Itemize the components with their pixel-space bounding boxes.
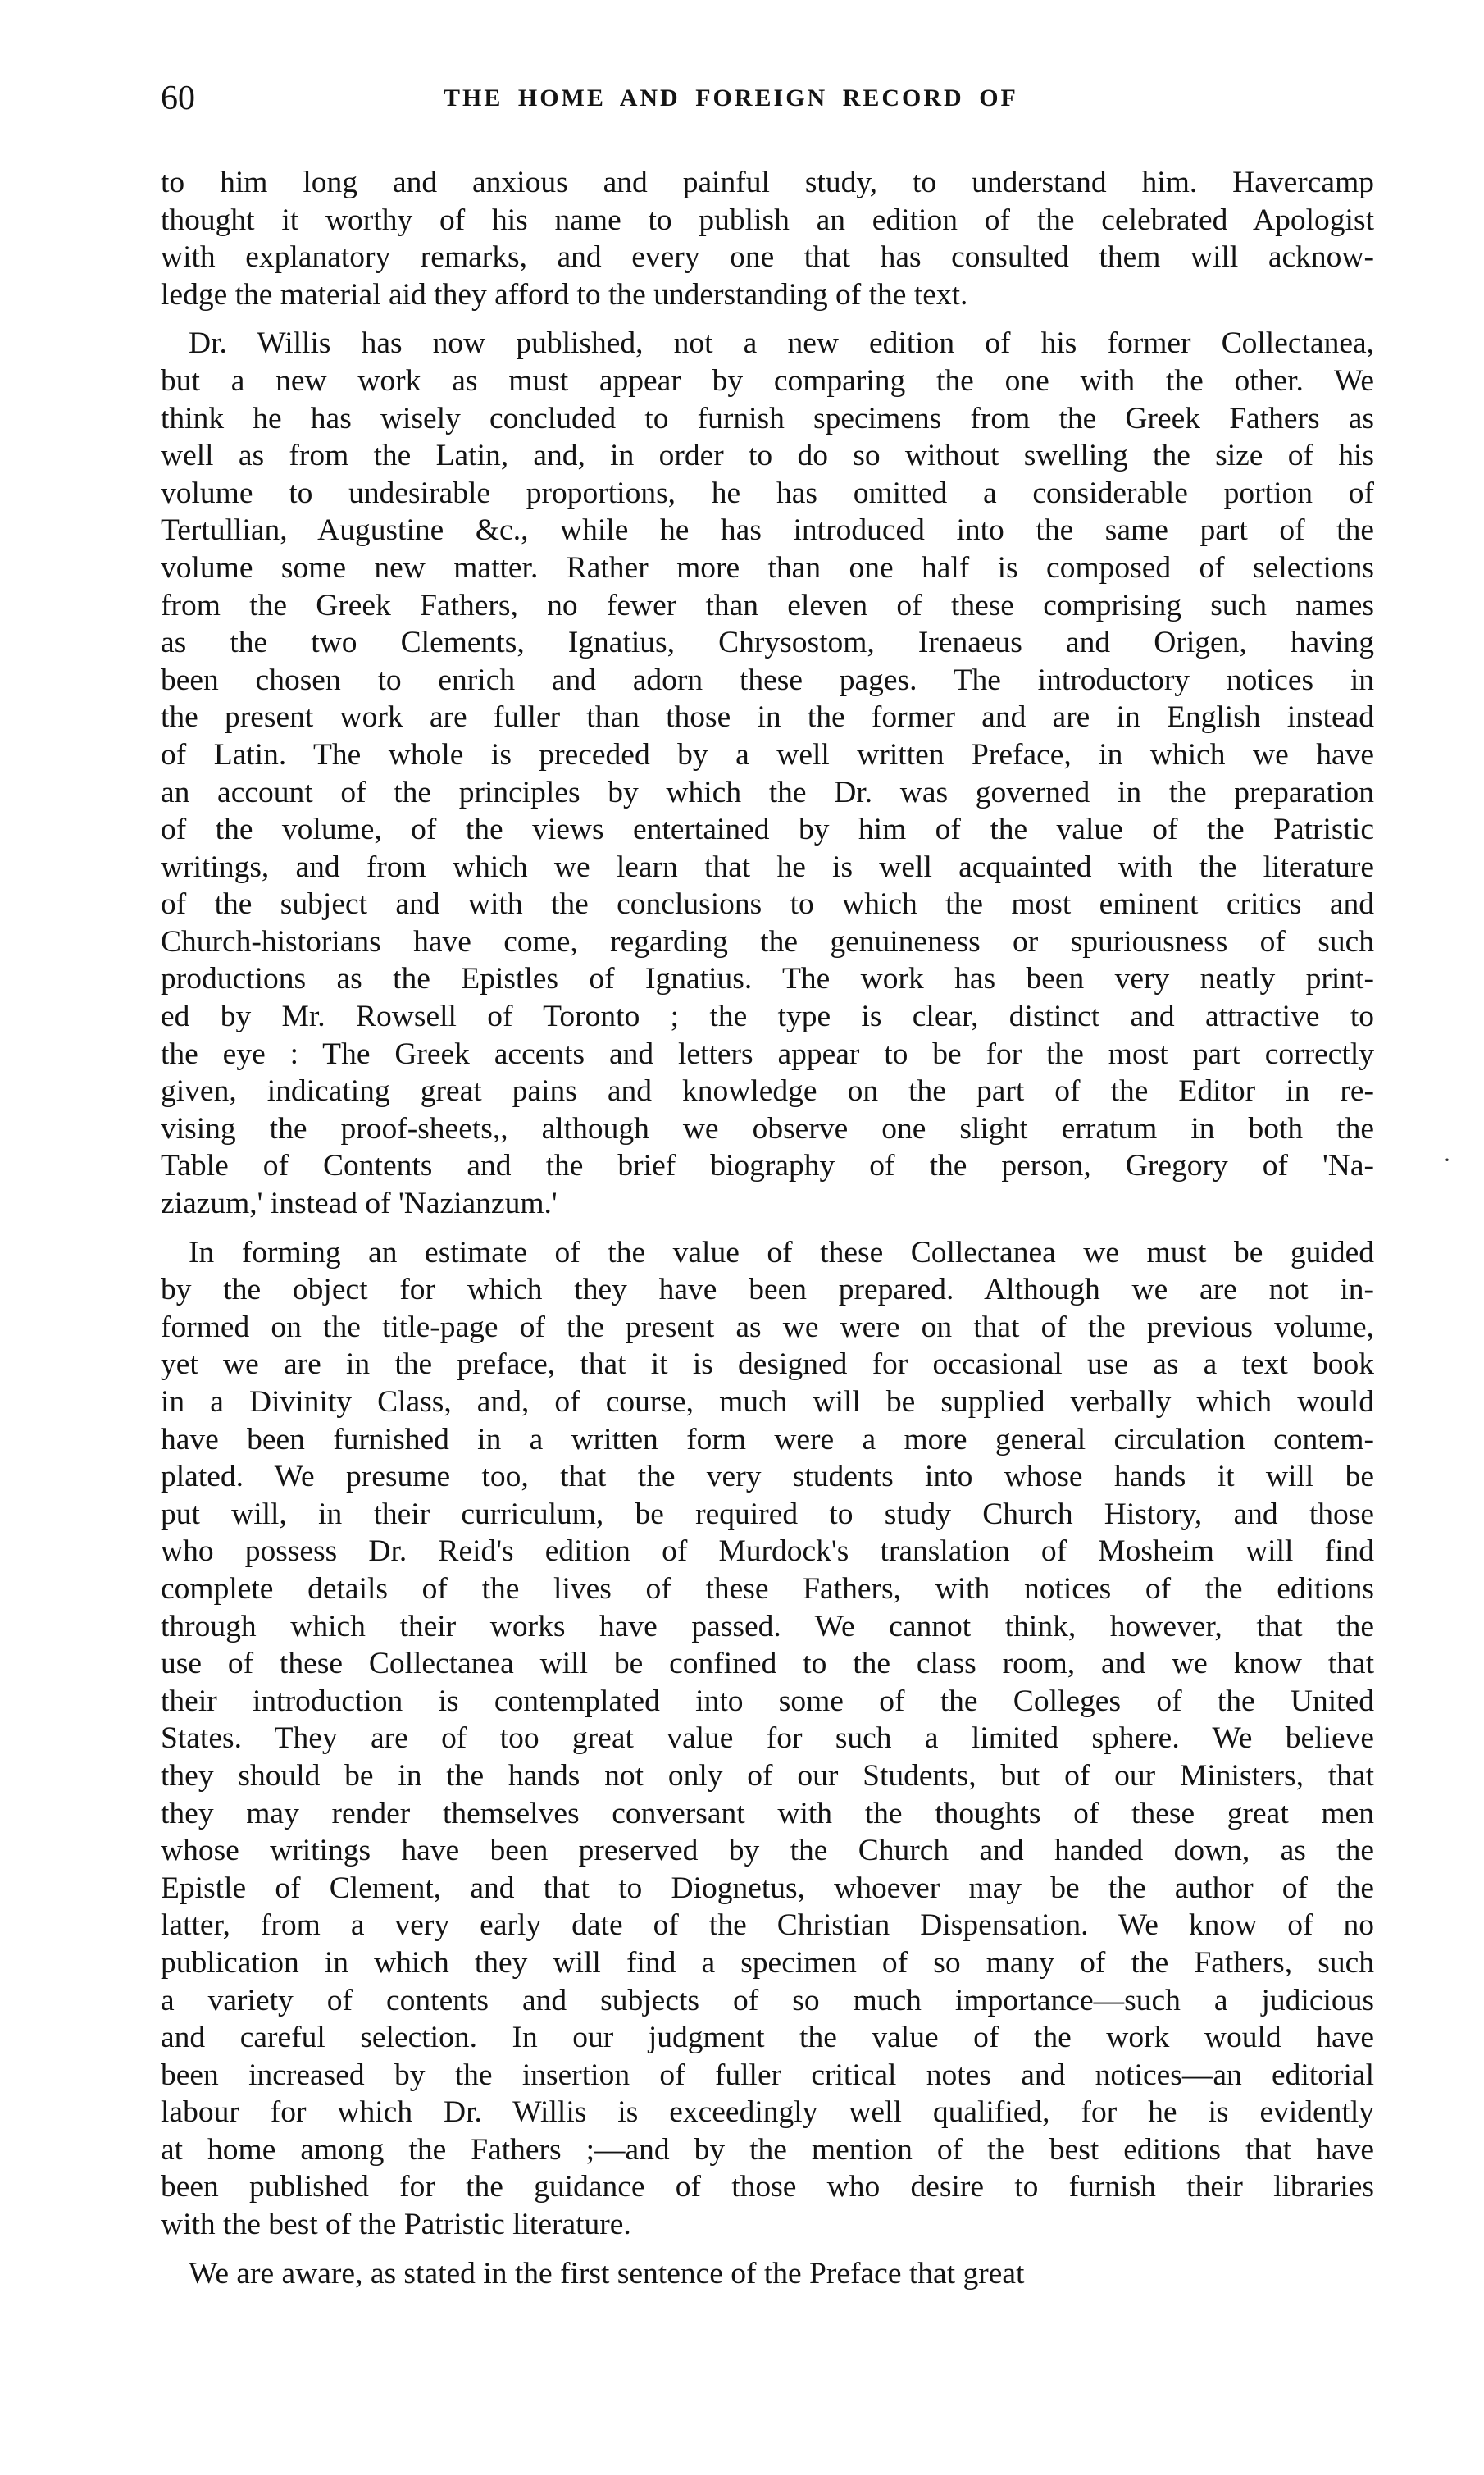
text-line: ziazum,' instead of 'Nazianzum.' (161, 1187, 558, 1221)
text-line: ledge the material aid they afford to the understanding of the text. (161, 277, 968, 312)
text-line: productions as the Epistles of Ignatius. The work has been very neatly print- (161, 962, 1374, 996)
running-title: THE HOME AND FOREIGN RECORD OF (444, 84, 1018, 112)
text-line: given, indicating great pains and knowledge on the part of the Editor in re- (161, 1074, 1374, 1109)
text-line: well as from the Latin, and, in order to do so without swelling the size of his (161, 439, 1374, 473)
text-line: Dr. Willis has now published, not a new edition of his former Collectanea, (189, 326, 1374, 361)
paragraph-gap (161, 313, 1374, 325)
text-line: to him long and anxious and painful study, to understand him. Havercamp (161, 166, 1374, 199)
paragraph-gap (161, 2244, 1374, 2255)
text-line: Epistle of Clement, and that to Diognetus, whoever may be the author of the (161, 1871, 1374, 1905)
text-line: Table of Contents and the brief biography of the person, Gregory of 'Na- (161, 1149, 1374, 1183)
text-line: been chosen to enrich and adorn these pages. The introductory notices in (161, 663, 1374, 697)
text-line: think he has wisely concluded to furnish specimens from the Greek Fathers as (161, 401, 1374, 435)
text-line: use of these Collectanea will be confined to the class room, and we know that (161, 1647, 1374, 1681)
text-line: States. They are of too great value for such a limited sphere. We believe (161, 1721, 1374, 1756)
text-line: in a Divinity Class, and, of course, much will be supplied verbally which would (161, 1385, 1374, 1419)
text-line: In forming an estimate of the value of these Collectanea we must be guided (189, 1235, 1374, 1269)
text-line: but a new work as must appear by comparing the one with the other. We (161, 363, 1374, 398)
text-line: with the best of the Patristic literature. (161, 2208, 631, 2242)
text-line: an account of the principles by which the Dr. was governed in the preparation (161, 775, 1374, 809)
text-line: ed by Mr. Rowsell of Toronto ; the type is clear, distinct and attractive to (161, 1000, 1374, 1034)
text-line: they should be in the hands not only of our Students, but of our Ministers, that (161, 1758, 1374, 1793)
text-line: with explanatory remarks, and every one that has consulted them will acknow- (161, 240, 1374, 275)
text-line: writings, and from which we learn that he is well acquainted with the literature (161, 850, 1374, 884)
text-line: from the Greek Fathers, no fewer than eleven of these comprising such names (161, 588, 1374, 622)
text-line: as the two Clements, Ignatius, Chrysostom, Irenaeus and Origen, having (161, 626, 1374, 660)
text-line: complete details of the lives of these Fathers, with notices of the editions (161, 1571, 1374, 1606)
page-header (161, 74, 1374, 123)
text-line: Church-historians have come, regarding the genuineness or spuriousness of such (161, 924, 1374, 959)
text-line: whose writings have been preserved by the Church and handed down, as the (161, 1834, 1374, 1868)
text-line: been published for the guidance of those who desire to furnish their libraries (161, 2170, 1374, 2204)
text-line: put will, in their curriculum, be required to study Church History, and those (161, 1497, 1374, 1531)
text-line: plated. We presume too, that the very students into whose hands it will be (161, 1460, 1374, 1494)
text-line: of the volume, of the views entertained by him of the value of the Patristic (161, 813, 1374, 847)
paragraph-gap (161, 1223, 1374, 1234)
body-text (161, 164, 1374, 2292)
margin-mark: · (1443, 1146, 1451, 1174)
text-line: by the object for which they have been prepared. Although we are not in- (161, 1273, 1374, 1307)
text-line: volume to undesirable proportions, he has omitted a considerable portion of (161, 476, 1374, 510)
text-line: thought it worthy of his name to publish an edition of the celebrated Apologist (161, 203, 1374, 237)
text-line: formed on the title-page of the present as we were on that of the previous volume, (161, 1310, 1374, 1344)
paragraph (161, 2255, 1374, 2293)
text-line: vising the proof-sheets,, although we observe one slight erratum in both the (161, 1111, 1374, 1146)
text-line: a variety of contents and subjects of so much importance—such a judicious (161, 1983, 1374, 2017)
text-line: and careful selection. In our judgment the value of the work would have (161, 2021, 1374, 2055)
book-page (161, 74, 1374, 2292)
paragraph (161, 325, 1374, 1222)
text-line: their introduction is contemplated into some of the Colleges of the United (161, 1684, 1374, 1718)
text-line: been increased by the insertion of fuller critical notes and notices—an editorial (161, 2058, 1374, 2092)
text-line: publication in which they will find a specimen of so many of the Fathers, such (161, 1945, 1374, 1980)
text-line: of Latin. The whole is preceded by a well written Preface, in which we have (161, 737, 1374, 772)
text-line: volume some new matter. Rather more than one half is composed of selections (161, 550, 1374, 585)
text-line: yet we are in the preface, that it is designed for occasional use as a text book (161, 1347, 1374, 1382)
text-line: have been furnished in a written form were a more general circulation contem- (161, 1422, 1374, 1456)
text-line: the eye : The Greek accents and letters appear to be for the most part correctly (161, 1037, 1374, 1071)
paragraph (161, 1234, 1374, 2244)
text-line: through which their works have passed. We cannot think, however, that the (161, 1609, 1374, 1643)
text-line: of the subject and with the conclusions to which the most eminent critics and (161, 887, 1374, 922)
text-line: We are aware, as stated in the first sentence of the Preface that great (189, 2256, 1025, 2290)
text-line: Tertullian, Augustine &c., while he has introduced into the same part of the (161, 513, 1374, 548)
text-line: latter, from a very early date of the Christian Dispensation. We know of no (161, 1908, 1374, 1943)
text-line: labour for which Dr. Willis is exceedingly well qualified, for he is evidently (161, 2095, 1374, 2130)
text-line: at home among the Fathers ;—and by the mention of the best editions that have (161, 2132, 1374, 2167)
text-line: who possess Dr. Reid's edition of Murdock's translation of Mosheim will find (161, 1534, 1374, 1569)
paragraph (161, 164, 1374, 313)
page-number: 60 (161, 80, 195, 117)
text-line: they may render themselves conversant with the thoughts of these great men (161, 1796, 1374, 1830)
text-line: the present work are fuller than those in the former and are in English instead (161, 700, 1374, 735)
